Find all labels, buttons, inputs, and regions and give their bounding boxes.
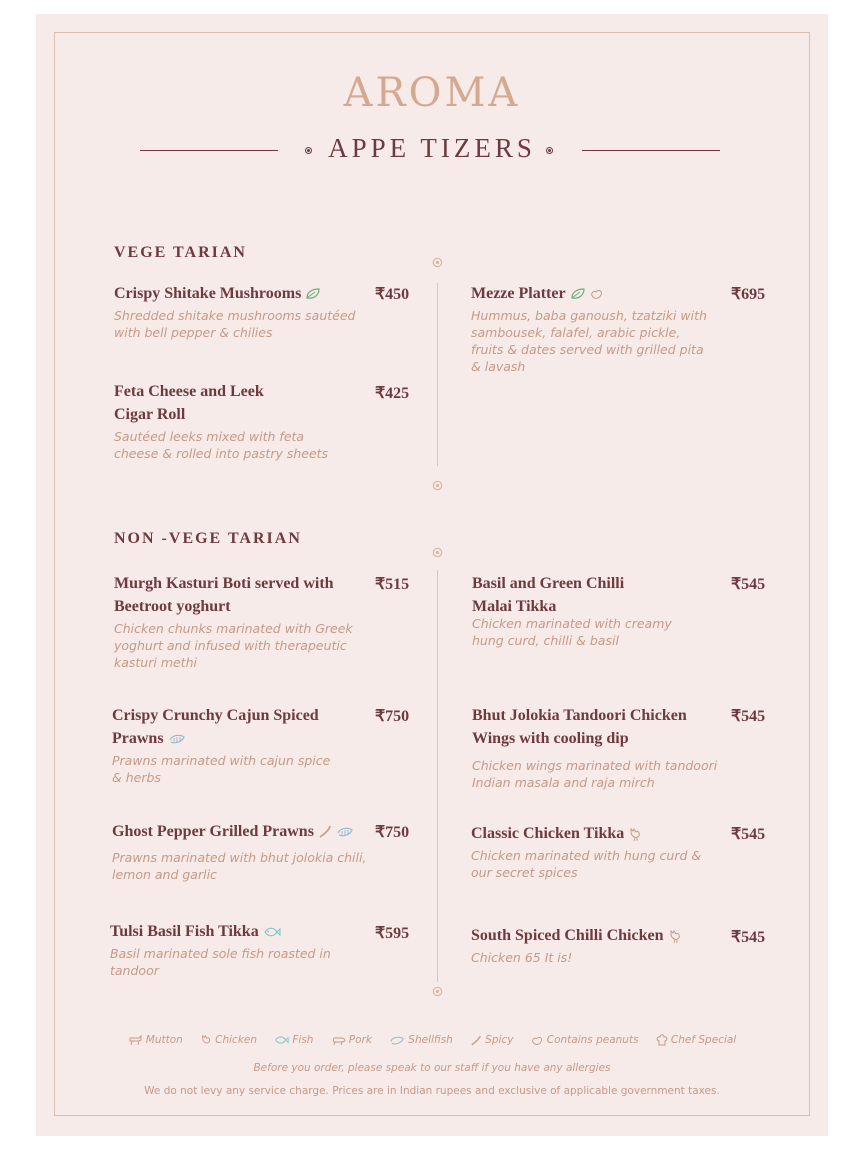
divider-knot-icon [432, 547, 443, 558]
legend-pork: Pork [331, 1034, 372, 1046]
vegetarian-icon [305, 288, 321, 300]
menu-item [112, 704, 332, 786]
item-price: ₹750 [375, 824, 410, 841]
shellfish-icon [389, 1035, 405, 1046]
legend-chef-special: Chef Special [656, 1034, 736, 1046]
item-description: Chicken wings marinated with tandoori Indian masala and raja mirch [472, 758, 718, 790]
item-price: ₹545 [731, 826, 766, 843]
title-ornament-right [546, 147, 553, 154]
fish-icon [263, 926, 281, 938]
item-name: Bhut Jolokia Tandoori Chicken Wings with cooling dip [472, 707, 687, 747]
divider-knot-icon [432, 986, 443, 997]
legend-shellfish: Shellfish [389, 1034, 453, 1046]
item-price: ₹695 [731, 286, 766, 303]
item-name: Crispy Shitake Mushrooms [114, 285, 302, 302]
item-price: ₹595 [375, 925, 410, 942]
chicken-icon [628, 827, 642, 841]
column-divider-veg [437, 283, 438, 466]
item-description: Chicken 65 It is! [471, 950, 573, 965]
item-description: Chicken marinated with creamy hung curd, chilli & basil [472, 616, 672, 648]
divider-knot-icon [432, 257, 443, 268]
item-description: Basil marinated sole fish roasted in tandoor [110, 946, 331, 978]
legend-peanuts: Contains peanuts [531, 1034, 639, 1046]
peanut-icon [590, 288, 604, 300]
vegetarian-icon [570, 288, 586, 300]
column-divider-nonveg [437, 570, 438, 982]
menu-item [114, 572, 364, 671]
title-rule-right [582, 150, 720, 151]
item-price: ₹450 [375, 286, 410, 303]
item-name: Ghost Pepper Grilled Prawns [112, 823, 314, 840]
spicy-icon [318, 826, 332, 838]
item-name: Crispy Crunchy Cajun Spiced Prawns [112, 707, 319, 747]
menu-item [471, 924, 721, 966]
chicken-icon [668, 929, 682, 943]
item-price: ₹425 [375, 385, 410, 402]
item-description: Chicken chunks marinated with Greek yoghurt and infused with therapeutic kasturi methi [114, 621, 353, 670]
shellfish-icon [336, 826, 354, 838]
fish-icon [274, 1035, 289, 1045]
item-description: Prawns marinated with cajun spice & herbs [112, 753, 331, 785]
peanut-icon [531, 1035, 544, 1046]
legend-chicken: Chicken [200, 1034, 257, 1046]
category-non-vegetarian: NON -VEGE TARIAN [114, 530, 302, 547]
brand-title: AROMA [343, 70, 521, 116]
item-description: Sautéed leeks mixed with feta cheese & rolled into pastry sheets [114, 429, 329, 461]
menu-item [110, 920, 360, 979]
item-name: Tulsi Basil Fish Tikka [110, 923, 259, 940]
chef-hat-icon [656, 1034, 668, 1046]
item-price: ₹750 [375, 708, 410, 725]
item-name: South Spiced Chilli Chicken [471, 927, 664, 944]
allergy-note: Before you order, please speak to our staff if you have any allergies [253, 1062, 611, 1074]
item-name: Feta Cheese and Leek Cigar Roll [114, 383, 264, 423]
menu-item [471, 822, 716, 881]
menu-item [114, 380, 334, 462]
spicy-icon [470, 1035, 482, 1046]
menu-item [114, 282, 359, 341]
item-name: Basil and Green Chilli Malai Tikka [472, 575, 625, 615]
divider-knot-icon [432, 480, 443, 491]
menu-item [472, 704, 722, 791]
item-description: Chicken marinated with hung curd & our secret spices [471, 848, 702, 880]
item-name: Classic Chicken Tikka [471, 825, 625, 842]
menu-item [472, 572, 692, 649]
mutton-icon [128, 1035, 143, 1046]
item-price: ₹545 [731, 929, 766, 946]
legend-mutton: Mutton [128, 1034, 183, 1046]
menu-item [471, 282, 716, 375]
category-vegetarian: VEGE TARIAN [114, 244, 247, 261]
item-price: ₹545 [731, 708, 766, 725]
item-description: Shredded shitake mushrooms sautéed with bell pepper & chilies [114, 308, 356, 340]
shellfish-icon [168, 733, 186, 745]
item-name: Mezze Platter [471, 285, 566, 302]
chicken-icon [200, 1034, 212, 1046]
item-price: ₹515 [375, 576, 410, 593]
legend-fish: Fish [274, 1034, 313, 1046]
menu-item [112, 820, 367, 883]
dietary-legend [0, 1034, 864, 1046]
section-title: APPE TIZERS [328, 133, 536, 163]
item-description: Hummus, baba ganoush, tzatziki with sambousek, falafel, arabic pickle, fruits & dates served with grilled pita & lavash [471, 308, 707, 374]
pork-icon [331, 1035, 346, 1046]
item-name: Murgh Kasturi Boti served with Beetroot yoghurt [114, 575, 334, 615]
item-price: ₹545 [731, 576, 766, 593]
item-description: Prawns marinated with bhut jolokia chili, lemon and garlic [112, 850, 367, 882]
service-charge-note: We do not levy any service charge. Prices are in Indian rupees and exclusive of applicable government taxes. [144, 1085, 720, 1097]
legend-spicy: Spicy [470, 1034, 513, 1046]
